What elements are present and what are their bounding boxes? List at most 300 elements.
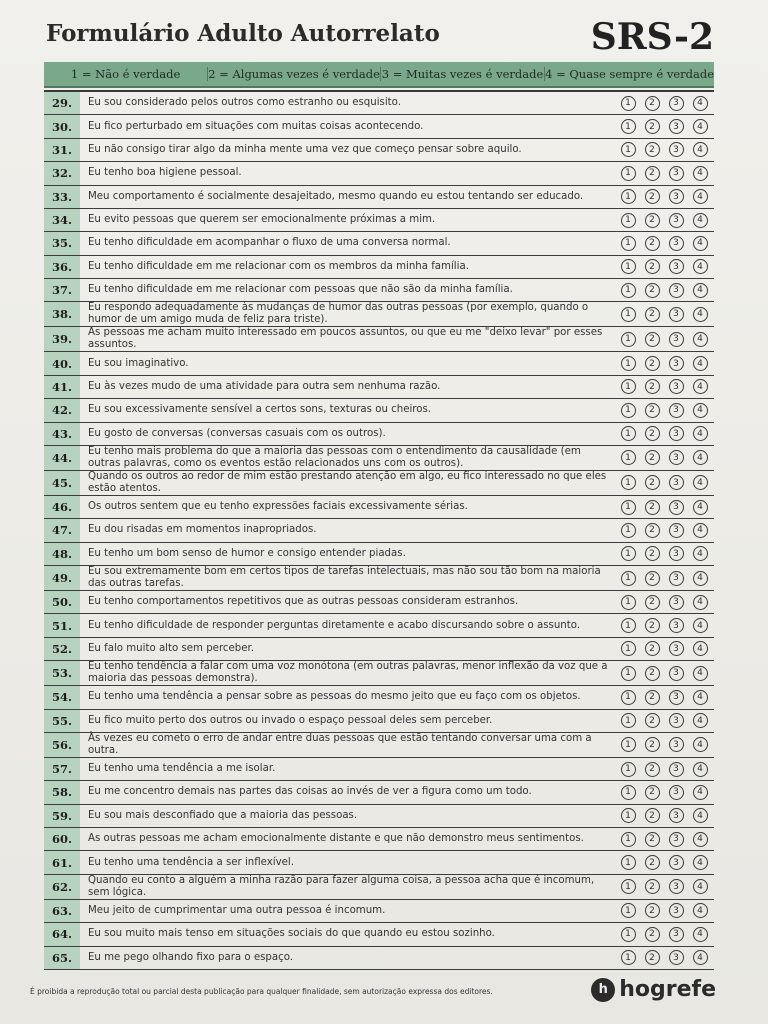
option-circle-3[interactable]: 3 (669, 808, 684, 823)
option-circle-4[interactable]: 4 (693, 666, 708, 681)
item-text: Eu tenho uma tendência a ser inflexível. (88, 856, 294, 868)
item-number: 49. (44, 566, 80, 590)
option-circle-3[interactable]: 3 (669, 618, 684, 633)
option-circle-3[interactable]: 3 (669, 903, 684, 918)
option-circle-2[interactable]: 2 (645, 903, 660, 918)
option-circle-2[interactable]: 2 (645, 595, 660, 610)
option-circle-4[interactable]: 4 (693, 356, 708, 371)
option-circle-4[interactable]: 4 (693, 903, 708, 918)
option-circle-2[interactable]: 2 (645, 855, 660, 870)
legend-item-2: 2 = Algumas vezes é verdade (208, 67, 380, 81)
option-circle-2[interactable]: 2 (645, 785, 660, 800)
option-circle-1[interactable]: 1 (621, 379, 636, 394)
option-circle-3[interactable]: 3 (669, 713, 684, 728)
option-circle-2[interactable]: 2 (645, 500, 660, 515)
option-circle-3[interactable]: 3 (669, 403, 684, 418)
item-options (616, 471, 714, 495)
item-number: 54. (44, 686, 80, 708)
item-row (44, 614, 714, 637)
option-circle-1[interactable]: 1 (621, 119, 636, 134)
option-circle-4[interactable]: 4 (693, 259, 708, 274)
item-options (616, 875, 714, 899)
option-circle-3[interactable]: 3 (669, 785, 684, 800)
option-circle-1[interactable]: 1 (621, 808, 636, 823)
option-circle-2[interactable]: 2 (645, 96, 660, 111)
option-circle-2[interactable]: 2 (645, 641, 660, 656)
option-circle-3[interactable]: 3 (669, 762, 684, 777)
item-text: Eu gosto de conversas (conversas casuais com os outros). (88, 427, 386, 439)
copyright-notice: É proibida a reprodução total ou parcial desta publicação para qualquer finalidade, sem autorização expressa dos editores. (30, 987, 493, 996)
item-row (44, 923, 714, 946)
option-circle-4[interactable]: 4 (693, 618, 708, 633)
item-number: 41. (44, 376, 80, 398)
item-text: Eu tenho uma tendência a me isolar. (88, 763, 276, 775)
option-circle-1[interactable]: 1 (621, 523, 636, 538)
option-circle-2[interactable]: 2 (645, 737, 660, 752)
option-circle-3[interactable]: 3 (669, 500, 684, 515)
item-options (616, 566, 714, 590)
item-number: 61. (44, 851, 80, 873)
item-options (616, 92, 714, 114)
option-circle-3[interactable]: 3 (669, 832, 684, 847)
item-number: 56. (44, 733, 80, 757)
item-row (44, 92, 714, 115)
item-options (616, 710, 714, 732)
option-circle-2[interactable]: 2 (645, 213, 660, 228)
item-number: 62. (44, 875, 80, 899)
option-circle-1[interactable]: 1 (621, 189, 636, 204)
option-circle-4[interactable]: 4 (693, 403, 708, 418)
option-circle-2[interactable]: 2 (645, 666, 660, 681)
item-text: Eu me concentro demais nas partes das coisas ao invés de ver a figura como um todo. (88, 786, 532, 798)
item-options (616, 399, 714, 421)
item-options (616, 781, 714, 803)
item-row (44, 162, 714, 185)
item-number: 50. (44, 591, 80, 613)
item-row (44, 446, 714, 471)
item-options (616, 376, 714, 398)
option-circle-1[interactable]: 1 (621, 332, 636, 347)
item-options (616, 327, 714, 351)
item-text: Eu sou considerado pelos outros como estranho ou esquisito. (88, 97, 401, 109)
option-circle-3[interactable]: 3 (669, 356, 684, 371)
option-circle-2[interactable]: 2 (645, 379, 660, 394)
item-options (616, 423, 714, 445)
option-circle-3[interactable]: 3 (669, 666, 684, 681)
item-number: 52. (44, 638, 80, 660)
item-row (44, 139, 714, 162)
option-circle-1[interactable]: 1 (621, 450, 636, 465)
item-text: As pessoas me acham muito interessado em poucos assuntos, ou que eu me "deixo levar" por esses assuntos. (88, 327, 603, 351)
item-options (616, 828, 714, 850)
option-circle-1[interactable]: 1 (621, 666, 636, 681)
item-text: Eu falo muito alto sem perceber. (88, 642, 255, 654)
option-circle-4[interactable]: 4 (693, 500, 708, 515)
option-circle-3[interactable]: 3 (669, 879, 684, 894)
item-text: Eu sou imaginativo. (88, 357, 189, 369)
legend-item-1: 1 = Não é verdade (44, 67, 208, 81)
item-row (44, 352, 714, 375)
item-options (616, 851, 714, 873)
item-number: 44. (44, 446, 80, 470)
item-row (44, 638, 714, 661)
option-circle-1[interactable]: 1 (621, 785, 636, 800)
option-circle-3[interactable]: 3 (669, 475, 684, 490)
option-circle-3[interactable]: 3 (669, 595, 684, 610)
item-options (616, 139, 714, 161)
option-circle-1[interactable]: 1 (621, 356, 636, 371)
option-circle-1[interactable]: 1 (621, 426, 636, 441)
option-circle-2[interactable]: 2 (645, 283, 660, 298)
option-circle-1[interactable]: 1 (621, 737, 636, 752)
option-circle-4[interactable]: 4 (693, 546, 708, 561)
option-circle-3[interactable]: 3 (669, 283, 684, 298)
option-circle-3[interactable]: 3 (669, 641, 684, 656)
item-row (44, 423, 714, 446)
option-circle-2[interactable]: 2 (645, 236, 660, 251)
option-circle-2[interactable]: 2 (645, 307, 660, 322)
option-circle-3[interactable]: 3 (669, 236, 684, 251)
option-circle-4[interactable]: 4 (693, 523, 708, 538)
option-circle-4[interactable]: 4 (693, 213, 708, 228)
item-text: Meu comportamento é socialmente desajeitado, mesmo quando eu estou tentando ser educado. (88, 190, 584, 202)
item-text: Eu sou excessivamente sensível a certos sons, texturas ou cheiros. (88, 404, 432, 416)
item-number: 58. (44, 781, 80, 803)
item-number: 32. (44, 162, 80, 184)
item-options (616, 256, 714, 278)
item-row (44, 781, 714, 804)
option-circle-1[interactable]: 1 (621, 855, 636, 870)
item-options (616, 661, 714, 685)
item-number: 30. (44, 115, 80, 137)
item-text: Eu tenho dificuldade em acompanhar o fluxo de uma conversa normal. (88, 237, 451, 249)
option-circle-2[interactable]: 2 (645, 618, 660, 633)
item-row (44, 875, 714, 900)
item-number: 55. (44, 710, 80, 732)
item-options (616, 186, 714, 208)
item-number: 45. (44, 471, 80, 495)
option-circle-4[interactable]: 4 (693, 307, 708, 322)
item-row (44, 591, 714, 614)
item-row (44, 900, 714, 923)
item-row (44, 758, 714, 781)
legend-item-4: 4 = Quase sempre é verdade (545, 67, 715, 81)
option-circle-4[interactable]: 4 (693, 166, 708, 181)
item-text: Eu dou risadas em momentos inapropriados. (88, 524, 317, 536)
item-text: Eu tenho boa higiene pessoal. (88, 167, 242, 179)
item-row (44, 209, 714, 232)
item-row (44, 686, 714, 709)
item-text: Eu tenho uma tendência a pensar sobre as pessoas do mesmo jeito que eu faço com os objetos. (88, 691, 581, 703)
item-options (616, 591, 714, 613)
option-circle-1[interactable]: 1 (621, 690, 636, 705)
option-circle-1[interactable]: 1 (621, 546, 636, 561)
option-circle-1[interactable]: 1 (621, 832, 636, 847)
option-circle-2[interactable]: 2 (645, 356, 660, 371)
item-text: Meu jeito de cumprimentar uma outra pessoa é incomum. (88, 904, 386, 916)
option-circle-2[interactable]: 2 (645, 571, 660, 586)
option-circle-4[interactable]: 4 (693, 450, 708, 465)
option-circle-1[interactable]: 1 (621, 166, 636, 181)
item-row (44, 279, 714, 302)
option-circle-1[interactable]: 1 (621, 142, 636, 157)
item-text: Quando eu conto a alguém a minha razão para fazer alguma coisa, a pessoa acha que é incomum, sem lógica. (88, 874, 595, 898)
option-circle-4[interactable]: 4 (693, 808, 708, 823)
option-circle-3[interactable]: 3 (669, 307, 684, 322)
item-text: Eu tenho mais problema do que a maioria das pessoas com o entendimento da causalidade (em outras palavras, como os eventos estão relacionados uns com os outros). (88, 445, 581, 469)
item-options (616, 209, 714, 231)
option-circle-4[interactable]: 4 (693, 595, 708, 610)
item-number: 63. (44, 900, 80, 922)
option-circle-4[interactable]: 4 (693, 713, 708, 728)
item-number: 64. (44, 923, 80, 945)
item-text: Eu sou muito mais tenso em situações sociais do que quando eu estou sozinho. (88, 928, 495, 940)
legend-item-3: 3 = Muitas vezes é verdade (381, 67, 544, 81)
option-circle-4[interactable]: 4 (693, 96, 708, 111)
item-options (616, 519, 714, 541)
option-circle-2[interactable]: 2 (645, 523, 660, 538)
items-table (44, 90, 714, 970)
item-number: 43. (44, 423, 80, 445)
option-circle-4[interactable]: 4 (693, 855, 708, 870)
item-options (616, 614, 714, 636)
option-circle-3[interactable]: 3 (669, 737, 684, 752)
item-number: 65. (44, 947, 80, 969)
item-number: 46. (44, 496, 80, 518)
option-circle-2[interactable]: 2 (645, 475, 660, 490)
item-options (616, 162, 714, 184)
item-text: Quando os outros ao redor de mim estão prestando atenção em algo, eu fico interessado no que eles estão atentos. (88, 470, 607, 494)
item-number: 34. (44, 209, 80, 231)
item-number: 59. (44, 805, 80, 827)
option-circle-1[interactable]: 1 (621, 927, 636, 942)
response-legend (44, 62, 714, 88)
item-row (44, 566, 714, 591)
item-number: 60. (44, 828, 80, 850)
option-circle-4[interactable]: 4 (693, 785, 708, 800)
option-circle-3[interactable]: 3 (669, 213, 684, 228)
item-options (616, 686, 714, 708)
option-circle-2[interactable]: 2 (645, 690, 660, 705)
item-number: 35. (44, 232, 80, 254)
option-circle-1[interactable]: 1 (621, 500, 636, 515)
item-options (616, 352, 714, 374)
item-number: 57. (44, 758, 80, 780)
option-circle-1[interactable]: 1 (621, 641, 636, 656)
item-row (44, 828, 714, 851)
item-text: Eu evito pessoas que querem ser emocionalmente próximas a mim. (88, 214, 436, 226)
item-number: 29. (44, 92, 80, 114)
option-circle-2[interactable]: 2 (645, 713, 660, 728)
item-text: Eu não consigo tirar algo da minha mente uma vez que começo pensar sobre aquilo. (88, 143, 522, 155)
option-circle-2[interactable]: 2 (645, 142, 660, 157)
option-circle-4[interactable]: 4 (693, 832, 708, 847)
item-text: Eu tenho dificuldade em me relacionar com os membros da minha família. (88, 260, 469, 272)
item-text: Eu me pego olhando fixo para o espaço. (88, 951, 294, 963)
option-circle-2[interactable]: 2 (645, 832, 660, 847)
option-circle-4[interactable]: 4 (693, 189, 708, 204)
item-row (44, 710, 714, 733)
option-circle-1[interactable]: 1 (621, 595, 636, 610)
item-text: Eu respondo adequadamente às mudanças de humor das outras pessoas (por exemplo, quando o humor de um amigo muda de feliz para triste). (88, 302, 589, 326)
option-circle-3[interactable]: 3 (669, 96, 684, 111)
option-circle-1[interactable]: 1 (621, 96, 636, 111)
option-circle-1[interactable]: 1 (621, 618, 636, 633)
option-circle-3[interactable]: 3 (669, 119, 684, 134)
item-row (44, 947, 714, 970)
item-row (44, 851, 714, 874)
item-options (616, 758, 714, 780)
option-circle-4[interactable]: 4 (693, 737, 708, 752)
option-circle-3[interactable]: 3 (669, 950, 684, 965)
option-circle-3[interactable]: 3 (669, 332, 684, 347)
option-circle-2[interactable]: 2 (645, 332, 660, 347)
option-circle-1[interactable]: 1 (621, 571, 636, 586)
option-circle-4[interactable]: 4 (693, 142, 708, 157)
form-code: SRS-2 (590, 16, 714, 58)
item-row (44, 543, 714, 566)
item-row (44, 186, 714, 209)
item-number: 33. (44, 186, 80, 208)
option-circle-2[interactable]: 2 (645, 166, 660, 181)
option-circle-1[interactable]: 1 (621, 213, 636, 228)
item-options (616, 496, 714, 518)
option-circle-1[interactable]: 1 (621, 475, 636, 490)
option-circle-1[interactable]: 1 (621, 307, 636, 322)
option-circle-3[interactable]: 3 (669, 142, 684, 157)
item-row (44, 805, 714, 828)
option-circle-2[interactable]: 2 (645, 119, 660, 134)
option-circle-1[interactable]: 1 (621, 903, 636, 918)
item-options (616, 733, 714, 757)
option-circle-2[interactable]: 2 (645, 950, 660, 965)
item-text: Eu fico muito perto dos outros ou invado o espaço pessoal deles sem perceber. (88, 714, 493, 726)
item-row (44, 302, 714, 327)
option-circle-3[interactable]: 3 (669, 523, 684, 538)
item-text: Eu sou mais desconfiado que a maioria das pessoas. (88, 809, 358, 821)
item-text: As outras pessoas me acham emocionalmente distante e que não demonstro meus sentimentos. (88, 833, 584, 845)
option-circle-3[interactable]: 3 (669, 189, 684, 204)
option-circle-1[interactable]: 1 (621, 403, 636, 418)
option-circle-4[interactable]: 4 (693, 927, 708, 942)
option-circle-1[interactable]: 1 (621, 283, 636, 298)
item-row (44, 256, 714, 279)
option-circle-4[interactable]: 4 (693, 426, 708, 441)
option-circle-3[interactable]: 3 (669, 855, 684, 870)
option-circle-2[interactable]: 2 (645, 426, 660, 441)
publisher-brand (591, 977, 716, 1002)
option-circle-4[interactable]: 4 (693, 762, 708, 777)
item-number: 40. (44, 352, 80, 374)
item-number: 53. (44, 661, 80, 685)
option-circle-2[interactable]: 2 (645, 450, 660, 465)
option-circle-1[interactable]: 1 (621, 713, 636, 728)
item-row (44, 661, 714, 686)
option-circle-2[interactable]: 2 (645, 189, 660, 204)
item-options (616, 115, 714, 137)
item-row (44, 399, 714, 422)
item-options (616, 805, 714, 827)
item-options (616, 638, 714, 660)
option-circle-1[interactable]: 1 (621, 259, 636, 274)
item-text: Eu tenho dificuldade de responder perguntas diretamente e acabo discursando sobre o assunto. (88, 619, 581, 631)
option-circle-4[interactable]: 4 (693, 283, 708, 298)
option-circle-2[interactable]: 2 (645, 259, 660, 274)
option-circle-3[interactable]: 3 (669, 690, 684, 705)
option-circle-3[interactable]: 3 (669, 546, 684, 561)
item-number: 31. (44, 139, 80, 161)
item-row (44, 232, 714, 255)
option-circle-2[interactable]: 2 (645, 762, 660, 777)
item-options (616, 302, 714, 326)
option-circle-2[interactable]: 2 (645, 546, 660, 561)
item-number: 37. (44, 279, 80, 301)
item-options (616, 923, 714, 945)
publisher-name: hogrefe (619, 977, 716, 1002)
option-circle-2[interactable]: 2 (645, 927, 660, 942)
item-row (44, 496, 714, 519)
item-options (616, 900, 714, 922)
option-circle-3[interactable]: 3 (669, 379, 684, 394)
item-row (44, 376, 714, 399)
item-number: 47. (44, 519, 80, 541)
option-circle-4[interactable]: 4 (693, 379, 708, 394)
option-circle-4[interactable]: 4 (693, 236, 708, 251)
option-circle-3[interactable]: 3 (669, 426, 684, 441)
item-text: Eu tenho comportamentos repetitivos que as outras pessoas consideram estranhos. (88, 596, 519, 608)
item-options (616, 543, 714, 565)
option-circle-1[interactable]: 1 (621, 236, 636, 251)
option-circle-4[interactable]: 4 (693, 641, 708, 656)
option-circle-3[interactable]: 3 (669, 571, 684, 586)
item-number: 51. (44, 614, 80, 636)
option-circle-1[interactable]: 1 (621, 879, 636, 894)
item-text: Eu às vezes mudo de uma atividade para outra sem nenhuma razão. (88, 380, 441, 392)
option-circle-4[interactable]: 4 (693, 119, 708, 134)
option-circle-4[interactable]: 4 (693, 332, 708, 347)
option-circle-3[interactable]: 3 (669, 927, 684, 942)
option-circle-3[interactable]: 3 (669, 450, 684, 465)
option-circle-3[interactable]: 3 (669, 259, 684, 274)
item-text: Os outros sentem que eu tenho expressões faciais excessivamente sérias. (88, 501, 468, 513)
option-circle-1[interactable]: 1 (621, 950, 636, 965)
item-options (616, 446, 714, 470)
option-circle-4[interactable]: 4 (693, 950, 708, 965)
item-number: 48. (44, 543, 80, 565)
item-number: 36. (44, 256, 80, 278)
option-circle-2[interactable]: 2 (645, 808, 660, 823)
item-text: Eu sou extremamente bom em certos tipos de tarefas intelectuais, mas não sou tão bom na maioria das outras tarefas. (88, 566, 601, 589)
item-row (44, 327, 714, 352)
option-circle-4[interactable]: 4 (693, 475, 708, 490)
option-circle-3[interactable]: 3 (669, 166, 684, 181)
option-circle-2[interactable]: 2 (645, 879, 660, 894)
option-circle-4[interactable]: 4 (693, 690, 708, 705)
item-number: 39. (44, 327, 80, 351)
item-row (44, 733, 714, 758)
hogrefe-logo-icon: h (591, 978, 615, 1002)
option-circle-2[interactable]: 2 (645, 403, 660, 418)
option-circle-4[interactable]: 4 (693, 571, 708, 586)
item-number: 38. (44, 302, 80, 326)
item-row (44, 519, 714, 542)
option-circle-1[interactable]: 1 (621, 762, 636, 777)
item-text: Eu tenho um bom senso de humor e consigo entender piadas. (88, 547, 406, 559)
item-text: Eu fico perturbado em situações com muitas coisas acontecendo. (88, 120, 424, 132)
item-options (616, 279, 714, 301)
option-circle-4[interactable]: 4 (693, 879, 708, 894)
item-text: Eu tenho tendência a falar com uma voz monótona (em outras palavras, menor inflexão da voz que a maioria das pessoas demonstra). (88, 661, 608, 685)
